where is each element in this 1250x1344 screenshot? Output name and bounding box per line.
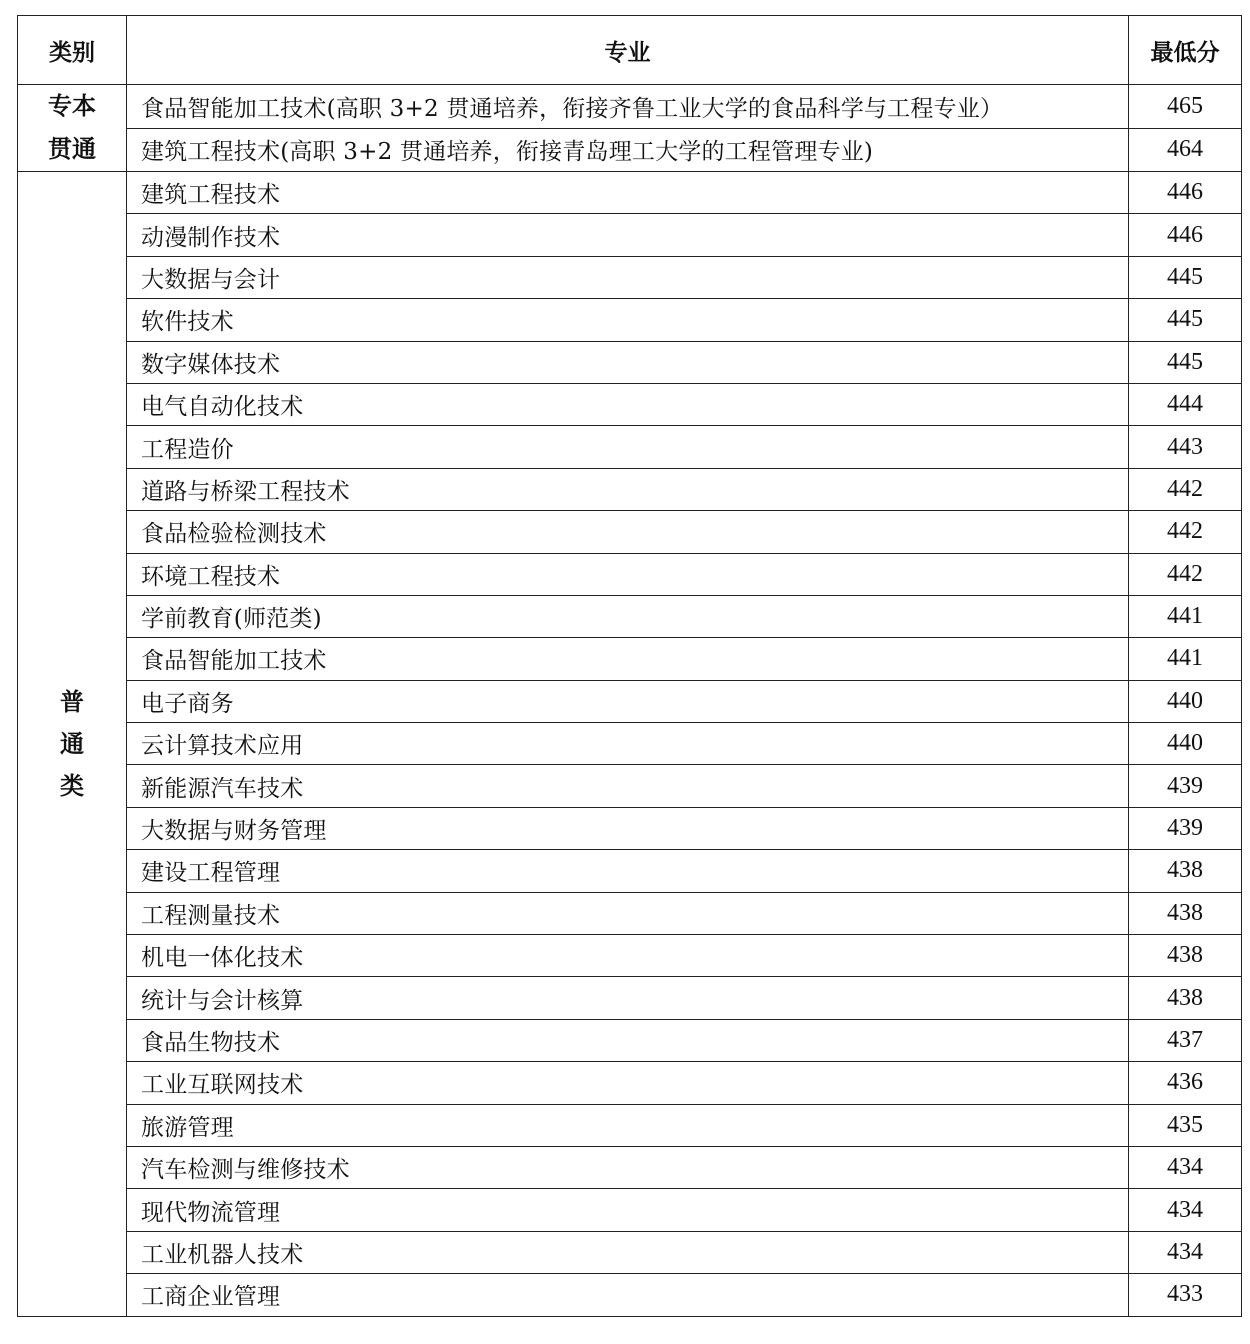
major-cell: 建设工程管理 [127,850,1129,892]
header-category: 类别 [18,16,127,85]
min-score-cell: 439 [1129,807,1242,849]
major-cell: 数字媒体技术 [127,341,1129,383]
table-row [18,256,1242,298]
table-row [18,85,1242,129]
table-row [18,595,1242,637]
table-row [18,468,1242,510]
min-score-cell: 438 [1129,850,1242,892]
table-row [18,723,1242,765]
major-cell: 学前教育(师范类) [127,595,1129,637]
major-cell: 工商企业管理 [127,1274,1129,1316]
min-score-cell: 443 [1129,426,1242,468]
table-row [18,214,1242,256]
min-score-cell: 434 [1129,1231,1242,1273]
table-row [18,1104,1242,1146]
category-label: 普通类 [60,687,84,800]
min-score-cell: 442 [1129,553,1242,595]
table-row [18,638,1242,680]
table-row [18,1019,1242,1061]
min-score-cell: 440 [1129,680,1242,722]
table-header-row [18,16,1242,85]
table-row [18,553,1242,595]
major-cell: 建筑工程技术 [127,172,1129,214]
major-cell: 新能源汽车技术 [127,765,1129,807]
min-score-cell: 435 [1129,1104,1242,1146]
major-cell: 大数据与财务管理 [127,807,1129,849]
min-score-cell: 442 [1129,468,1242,510]
table-row [18,1231,1242,1273]
min-score-cell: 442 [1129,511,1242,553]
header-min-score: 最低分 [1129,16,1242,85]
table-row [18,935,1242,977]
table-row [18,1062,1242,1104]
major-cell: 建筑工程技术(高职 3+2 贯通培养，衔接青岛理工大学的工程管理专业) [127,128,1129,172]
table-row [18,680,1242,722]
table-row [18,977,1242,1019]
major-cell: 云计算技术应用 [127,723,1129,765]
min-score-cell: 446 [1129,214,1242,256]
min-score-cell: 437 [1129,1019,1242,1061]
major-cell: 道路与桥梁工程技术 [127,468,1129,510]
table-row [18,1146,1242,1188]
min-score-cell: 438 [1129,892,1242,934]
major-cell: 汽车检测与维修技术 [127,1146,1129,1188]
min-score-cell: 445 [1129,256,1242,298]
min-score-cell: 438 [1129,977,1242,1019]
table-row [18,426,1242,468]
min-score-cell: 434 [1129,1189,1242,1231]
major-cell: 动漫制作技术 [127,214,1129,256]
min-score-cell: 434 [1129,1146,1242,1188]
major-cell: 食品智能加工技术(高职 3+2 贯通培养，衔接齐鲁工业大学的食品科学与工程专业） [127,85,1129,129]
min-score-cell: 444 [1129,383,1242,425]
table-row [18,807,1242,849]
major-cell: 机电一体化技术 [127,935,1129,977]
table-row [18,299,1242,341]
major-cell: 工程造价 [127,426,1129,468]
major-cell: 工业机器人技术 [127,1231,1129,1273]
major-cell: 工业互联网技术 [127,1062,1129,1104]
admission-score-table [17,15,1242,1317]
major-cell: 旅游管理 [127,1104,1129,1146]
min-score-cell: 465 [1129,85,1242,129]
category-cell [18,85,127,172]
min-score-cell: 446 [1129,172,1242,214]
min-score-cell: 441 [1129,595,1242,637]
table-body [18,85,1242,1317]
table-row [18,1189,1242,1231]
table-row [18,383,1242,425]
min-score-cell: 433 [1129,1274,1242,1316]
table-row [18,511,1242,553]
min-score-cell: 438 [1129,935,1242,977]
major-cell: 环境工程技术 [127,553,1129,595]
major-cell: 现代物流管理 [127,1189,1129,1231]
major-cell: 统计与会计核算 [127,977,1129,1019]
header-major: 专业 [127,16,1129,85]
major-cell: 软件技术 [127,299,1129,341]
major-cell: 电子商务 [127,680,1129,722]
major-cell: 食品生物技术 [127,1019,1129,1061]
min-score-cell: 464 [1129,128,1242,172]
min-score-cell: 441 [1129,638,1242,680]
category-cell [18,172,127,1317]
table-row [18,341,1242,383]
min-score-cell: 440 [1129,723,1242,765]
major-cell: 食品智能加工技术 [127,638,1129,680]
table-row [18,1274,1242,1316]
major-cell: 电气自动化技术 [127,383,1129,425]
table-row [18,850,1242,892]
table-row [18,128,1242,172]
table-row [18,892,1242,934]
major-cell: 食品检验检测技术 [127,511,1129,553]
min-score-cell: 436 [1129,1062,1242,1104]
min-score-cell: 445 [1129,341,1242,383]
table-row [18,172,1242,214]
min-score-cell: 439 [1129,765,1242,807]
category-label: 专本贯通 [48,92,96,163]
major-cell: 大数据与会计 [127,256,1129,298]
major-cell: 工程测量技术 [127,892,1129,934]
table-row [18,765,1242,807]
min-score-cell: 445 [1129,299,1242,341]
